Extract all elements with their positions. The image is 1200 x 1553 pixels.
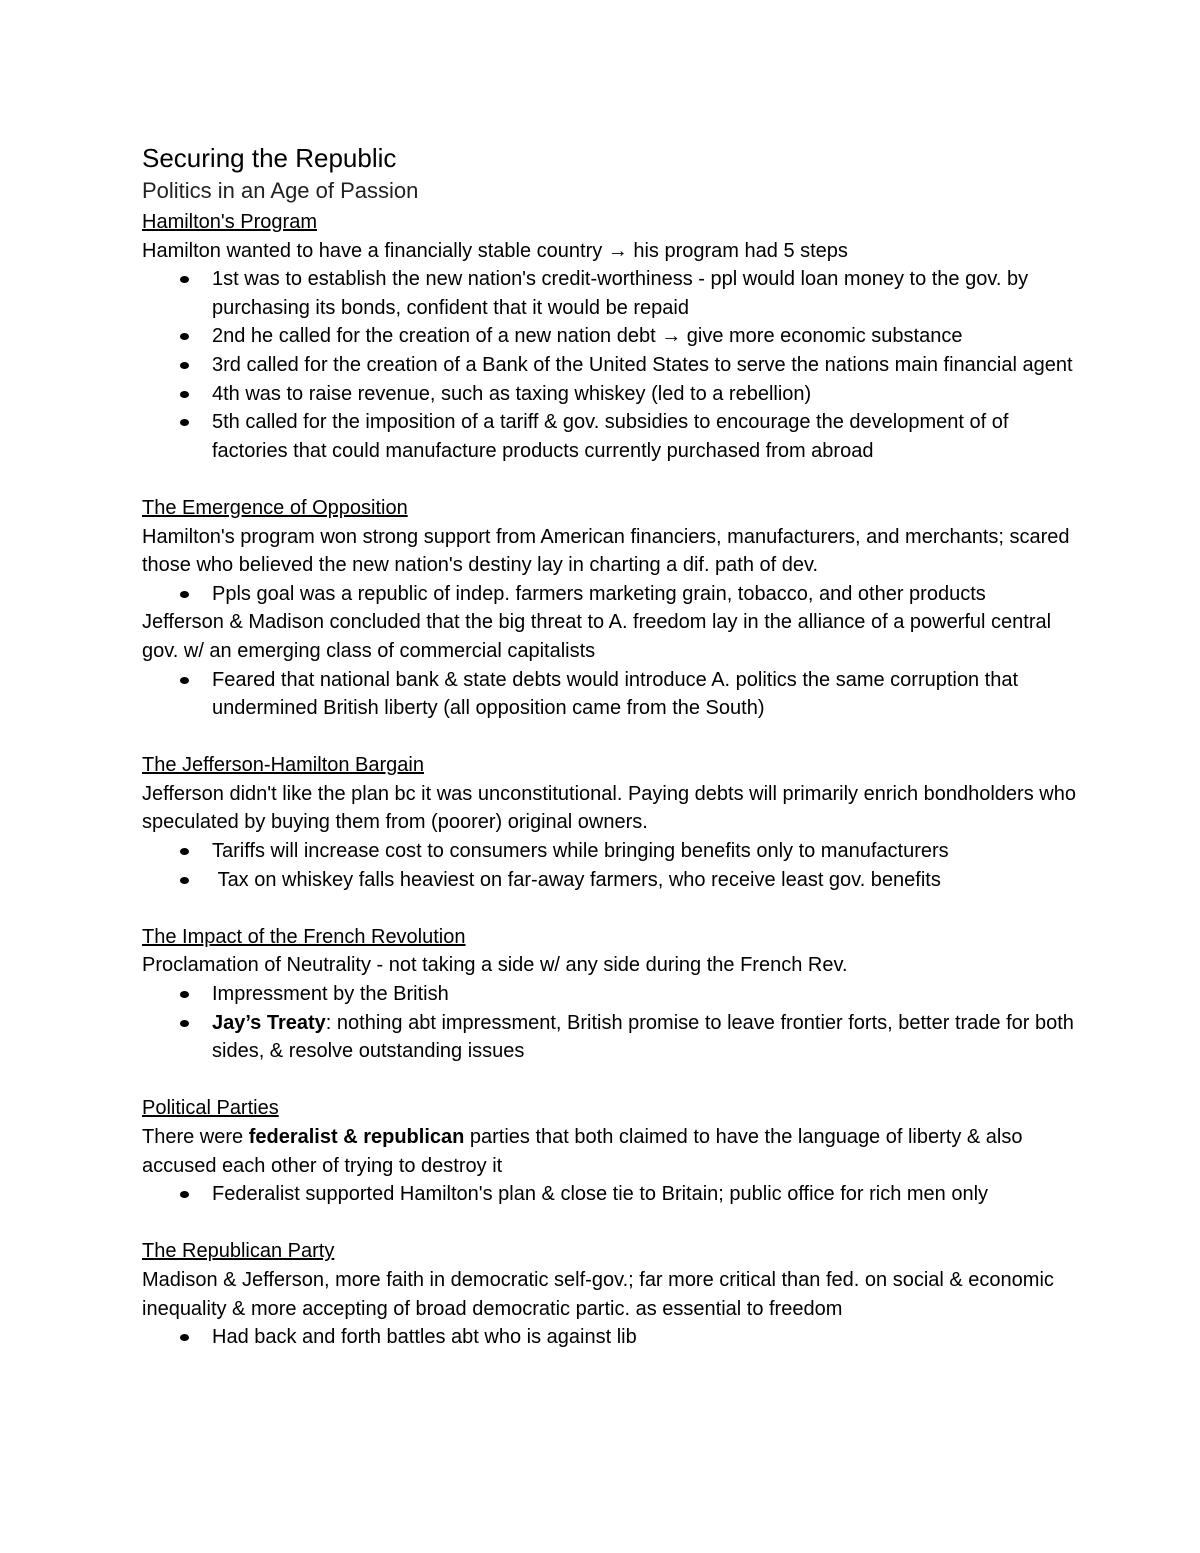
section-impact-of-french-revolution xyxy=(142,923,1082,1066)
list-item: Ppls goal was a republic of indep. farmers marketing grain, tobacco, and other products xyxy=(212,580,1082,609)
document-subtitle: Politics in an Age of Passion xyxy=(142,178,419,203)
section-heading: Political Parties xyxy=(142,1097,279,1120)
bullet-list xyxy=(142,666,1082,723)
paragraph-text: parties that both claimed to have the language of liberty & also accused each other of trying to destroy it xyxy=(142,1126,1023,1177)
list-item: Feared that national bank & state debts would introduce A. politics the same corruption that undermined British liberty (all opposition came from the South) xyxy=(212,666,1082,723)
section-paragraph: Jefferson & Madison concluded that the big threat to A. freedom lay in the alliance of a powerful central gov. w/ an emerging class of commercial capitalists xyxy=(142,611,1052,662)
list-item: Tax on whiskey falls heaviest on far-away farmers, who receive least gov. benefits xyxy=(212,866,1082,895)
section-paragraph: Hamilton wanted to have a financially stable country → his program had 5 steps xyxy=(142,239,848,262)
section-paragraph: Hamilton's program won strong support from American financiers, manufacturers, and merchants; scared those who believed the new nation's destiny lay in charting a dif. path of dev. xyxy=(142,525,1070,577)
document-page xyxy=(142,140,1082,1352)
list-item: 5th called for the imposition of a tariff & gov. subsidies to encourage the development of of factories that could manufacture products currently purchased from abroad xyxy=(212,408,1082,465)
section-political-parties xyxy=(142,1094,1082,1208)
section-jefferson-hamilton-bargain xyxy=(142,751,1082,894)
list-item-text: : nothing abt impressment, British promise to leave frontier forts, better trade for both sides, & resolve outstanding issues xyxy=(212,1011,1074,1063)
bullet-list xyxy=(142,580,1082,609)
bullet-list xyxy=(142,837,1082,894)
list-item: Tariffs will increase cost to consumers while bringing benefits only to manufacturers xyxy=(212,837,1082,866)
section-paragraph: Madison & Jefferson, more faith in democratic self-gov.; far more critical than fed. on social & economic inequality & more accepting of broad democratic partic. as essential to freedom xyxy=(142,1268,1054,1320)
document-title: Securing the Republic xyxy=(142,143,397,173)
bullet-list xyxy=(142,1323,1082,1352)
bullet-list xyxy=(142,980,1082,1066)
section-paragraph: Jefferson didn't like the plan bc it was unconstitutional. Paying debts will primarily enrich bondholders who speculated by buying them from (poorer) original owners. xyxy=(142,782,1076,834)
section-heading: The Republican Party xyxy=(142,1240,335,1263)
bullet-list xyxy=(142,1180,1082,1209)
bold-term: federalist & republican xyxy=(248,1126,465,1148)
list-item: 4th was to raise revenue, such as taxing whiskey (led to a rebellion) xyxy=(212,380,1082,409)
section-hamiltons-program xyxy=(142,208,1082,465)
section-heading: The Emergence of Opposition xyxy=(142,496,408,519)
list-item: 3rd called for the creation of a Bank of the United States to serve the nations main financial agent xyxy=(212,351,1082,380)
list-item: Impressment by the British xyxy=(212,980,1082,1009)
bullet-list xyxy=(142,265,1082,465)
section-republican-party xyxy=(142,1237,1082,1351)
section-paragraph xyxy=(142,1123,1082,1180)
paragraph-text: There were xyxy=(142,1126,249,1148)
list-item: Federalist supported Hamilton's plan & close tie to Britain; public office for rich men only xyxy=(212,1180,1082,1209)
list-item: 1st was to establish the new nation's credit-worthiness - ppl would loan money to the gov. by purchasing its bonds, confident that it would be repaid xyxy=(212,265,1082,322)
list-item: 2nd he called for the creation of a new nation debt → give more economic substance xyxy=(212,322,1082,351)
list-item: Had back and forth battles abt who is against lib xyxy=(212,1323,1082,1352)
list-item xyxy=(212,1009,1082,1066)
section-heading: The Jefferson-Hamilton Bargain xyxy=(142,754,424,777)
section-emergence-of-opposition xyxy=(142,494,1082,723)
section-paragraph: Proclamation of Neutrality - not taking a side w/ any side during the French Rev. xyxy=(142,954,848,977)
bold-term: Jay’s Treaty xyxy=(212,1011,326,1034)
section-heading: The Impact of the French Revolution xyxy=(142,925,466,948)
section-heading: Hamilton's Program xyxy=(142,211,317,233)
